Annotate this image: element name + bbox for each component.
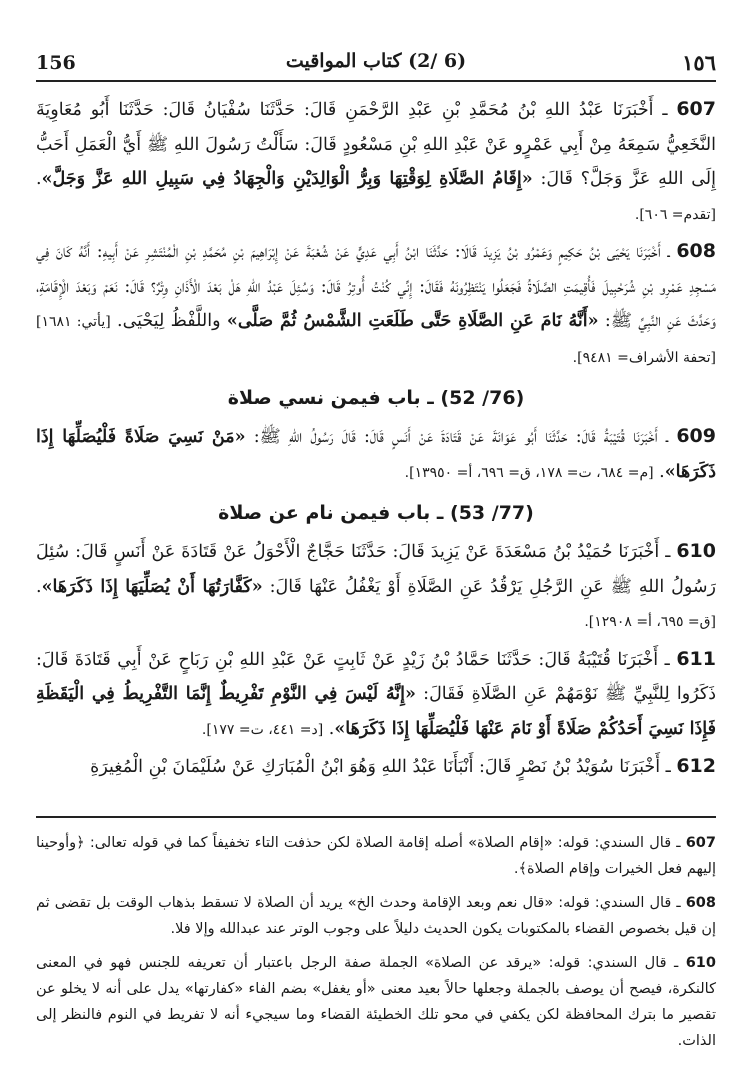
footnote-number: 607 <box>685 835 716 851</box>
hadith-tail: . <box>323 718 335 739</box>
footnote-text: ـ قال السندي: قوله: «يرقد عن الصلاة» الجملة صفة الرجل باعتبار أن تعريفه للجنس فهو في المعنى كالنكرة، فيصح أن يوصف بالجملة وجعلها حالاً بعيد معنى «أو يغفل» بضم الفاء «كفارتها» يدل على أنه لا يخلو عن تقصير ما بترك المحافظة لكن يكفي في محو تلك الخطيئة القضاء وما سيجيء أنه لا تفريط في النوم فالنظر إلى الذات. <box>36 955 716 1049</box>
hadith-reference: [ق= ٦٩٥، أ= ١٢٩٠٨]. <box>584 614 716 630</box>
chapter-heading: (76/ 52) ـ باب فيمن نسي صلاة <box>227 387 525 409</box>
hadith-number: 609 <box>676 425 716 447</box>
hadith-chain: ـ أَخْبَرَنَا قُتَيْبَةُ قَالَ: حَدَّثَنَا حَمَّادُ بْنُ زَيْدٍ عَنْ ثَابِتٍ عَنْ عَبْدِ اللهِ بْنِ رَبَاحٍ عَنْ أَبِي قَتَادَةَ قَالَ: ذَكَرُوا لِلنَّبِيِّ ﷺ نَوْمَهُمْ عَنِ الصَّلَاةِ فَقَالَ: <box>36 649 716 704</box>
footnote-text: ـ قال السندي: قوله: «إقام الصلاة» أصله إقامة الصلاة لكن حذفت التاء تخفيفاً كما في قوله تعالى: ﴿وأوحينا إليهم فعل الخيرات وإقام الصلاة﴾. <box>36 835 716 877</box>
hadith-number: 607 <box>676 98 716 120</box>
hadith-chain: ـ أَخْبَرَنَا حُمَيْدُ بْنُ مَسْعَدَةَ عَنْ يَزِيدَ قَالَ: حَدَّثَنَا حَجَّاجٌ الْأَحْوَلُ عَنْ قَتَادَةَ عَنْ أَنَسٍ قَالَ: سُئِلَ رَسُولُ اللهِ ﷺ عَنِ الرَّجُلِ يَرْقُدُ عَنِ الصَّلَاةِ أَوْ يَغْفُلُ عَنْهَا قَالَ: <box>36 542 716 597</box>
hadith-tail: واللَّفْظُ لِيَحْيَى. <box>110 311 227 331</box>
footnote-number: 608 <box>685 895 716 911</box>
footnotes <box>36 830 716 1062</box>
hadith-paragraph <box>36 92 716 232</box>
hadith-matn: «كَفَّارَتُهَا أَنْ يُصَلِّيَهَا إِذَا ذَكَرَهَا» <box>41 576 263 597</box>
hadith-reference: [م= ٦٨٤، ت= ١٧٨، ق= ٦٩٦، أ= ١٣٩٥٠]. <box>404 464 654 481</box>
hadith-chain: ـ أَخْبَرَنَا يَحْيَى بْنُ حَكِيمٍ وَعَمْرُو بْنُ يَزِيدَ قَالَا: حَدَّثَنَا ابْنُ أَبِي عَدِيٍّ عَنْ شُعْبَةَ عَنْ إِبْرَاهِيمَ بْنِ مُحَمَّدِ بْنِ الْمُنْتَشِرِ عَنْ أَبِيهِ: أَنَّهُ كَانَ فِي مَسْجِدِ عَمْرِو بْنِ شُرَحْبِيلَ فَأُقِيمَتِ الصَّلَاةُ فَجَعَلُوا يَنْتَظِرُونَهُ فَقَالَ: إِنِّي كُنْتُ أُوتِرُ قَالَ: وَسُئِلَ عَبْدُ اللهِ هَلْ بَعْدَ الْأَذَانِ وِتْرٌ؟ قَالَ: نَعَمْ وَبَعْدَ الْإِقَامَةِ، وَحَدَّثَ عَنِ النَّبِيِّ ﷺ: <box>36 242 716 331</box>
page-number-latin: 156 <box>36 52 76 74</box>
hadith-chain: ـ أَخْبَرَنَا سُوَيْدُ بْنُ نَصْرٍ قَالَ: أَنْبَأَنَا عَبْدُ اللهِ وَهُوَ ابْنُ الْمُبَارَكِ عَنْ سُلَيْمَانَ بْنِ الْمُغِيرَةِ <box>90 757 677 777</box>
hadith-tail: . <box>653 461 665 482</box>
hadith-chain: ـ أَخْبَرَنَا عَبْدُ اللهِ بْنُ مُحَمَّدِ بْنِ عَبْدِ الرَّحْمَنِ قَالَ: حَدَّثَنَا سُفْيَانُ قَالَ: حَدَّثَنَا أَبُو مُعَاوِيَةَ النَّخَعِيُّ سَمِعَهُ مِنْ أَبِي عَمْرٍو عَنْ عَبْدِ اللهِ بْنِ مَسْعُودٍ قَالَ: سَأَلْتُ رَسُولَ اللهِ ﷺ أَيُّ الْعَمَلِ أَحَبُّ إِلَى اللهِ عَزَّ وَجَلَّ؟ قَالَ: <box>36 100 716 189</box>
hadith-paragraph <box>36 419 716 490</box>
hadith-reference: [يأتي: ١٦٨١] [تحفة الأشراف= ٩٤٨١]. <box>36 314 716 366</box>
hadith-paragraph <box>36 749 716 785</box>
hadith-tail: . <box>36 576 42 597</box>
main-text <box>36 92 716 787</box>
hadith-chain: ـ أَخْبَرَنَا قُتَيْبَةُ قَالَ: حَدَّثَنَا أَبُو عَوَانَةَ عَنْ قَتَادَةَ عَنْ أَنَسٍ قَالَ: قَالَ رَسُولُ اللهِ ﷺ: <box>245 427 677 447</box>
hadith-matn: «أَنَّهُ نَامَ عَنِ الصَّلَاةِ حَتَّى طَلَعَتِ الشَّمْسُ ثُمَّ صَلَّى» <box>226 311 599 331</box>
running-title: (6 /2) كتاب المواقيت <box>285 50 467 72</box>
footnote-text: ـ قال السندي: قوله: «قال نعم وبعد الإقامة وحدث الخ» يريد أن الصلاة لا تسقط بذهاب الوقت بل تقضى ثم إن قيل بخصوص القضاء بالمكتوبات يكون الحديث دليلاً على وجوب الوتر عند عبدالله وإلا فلا. <box>36 895 716 937</box>
footnote <box>36 950 716 1054</box>
hadith-number: 610 <box>676 540 716 562</box>
hadith-matn: «مَنْ نَسِيَ صَلَاةً فَلْيُصَلِّهَا إِذَا ذَكَرَهَا» <box>36 427 716 482</box>
hadith-number: 608 <box>676 240 716 262</box>
footnote-divider <box>36 816 716 818</box>
hadith-paragraph <box>36 234 716 375</box>
page-header <box>36 40 716 82</box>
hadith-reference: [د= ٤٤١، ت= ١٧٧]. <box>201 721 324 738</box>
hadith-matn: «إِقَامُ الصَّلَاةِ لِوَقْتِهَا وَبِرُّ الْوَالِدَيْنِ وَالْجِهَادُ فِي سَبِيلِ اللهِ عَزَّ وَجَلَّ» <box>41 169 533 189</box>
hadith-matn: «إِنَّهُ لَيْسَ فِي النَّوْمِ تَفْرِيطٌ إِنَّمَا التَّفْرِيطُ فِي الْيَقَظَةِ فَإِذَا نَسِيَ أَحَدُكُمْ صَلَاةً أَوْ نَامَ عَنْهَا فَلْيُصَلِّهَا إِذَا ذَكَرَهَا» <box>36 684 716 739</box>
hadith-paragraph <box>36 642 716 748</box>
page-number-arabic: ١٥٦ <box>682 50 716 75</box>
footnote-number: 610 <box>685 955 716 971</box>
chapter-heading: (77/ 53) ـ باب فيمن نام عن صلاة <box>218 502 534 524</box>
hadith-number: 611 <box>676 647 716 670</box>
footnote <box>36 890 716 942</box>
hadith-tail: . <box>36 169 42 189</box>
hadith-paragraph <box>36 534 716 640</box>
hadith-number: 612 <box>676 755 716 777</box>
hadith-reference: [تقدم= ٦٠٦]. <box>634 206 716 223</box>
book-page <box>36 40 716 1050</box>
footnote <box>36 830 716 882</box>
